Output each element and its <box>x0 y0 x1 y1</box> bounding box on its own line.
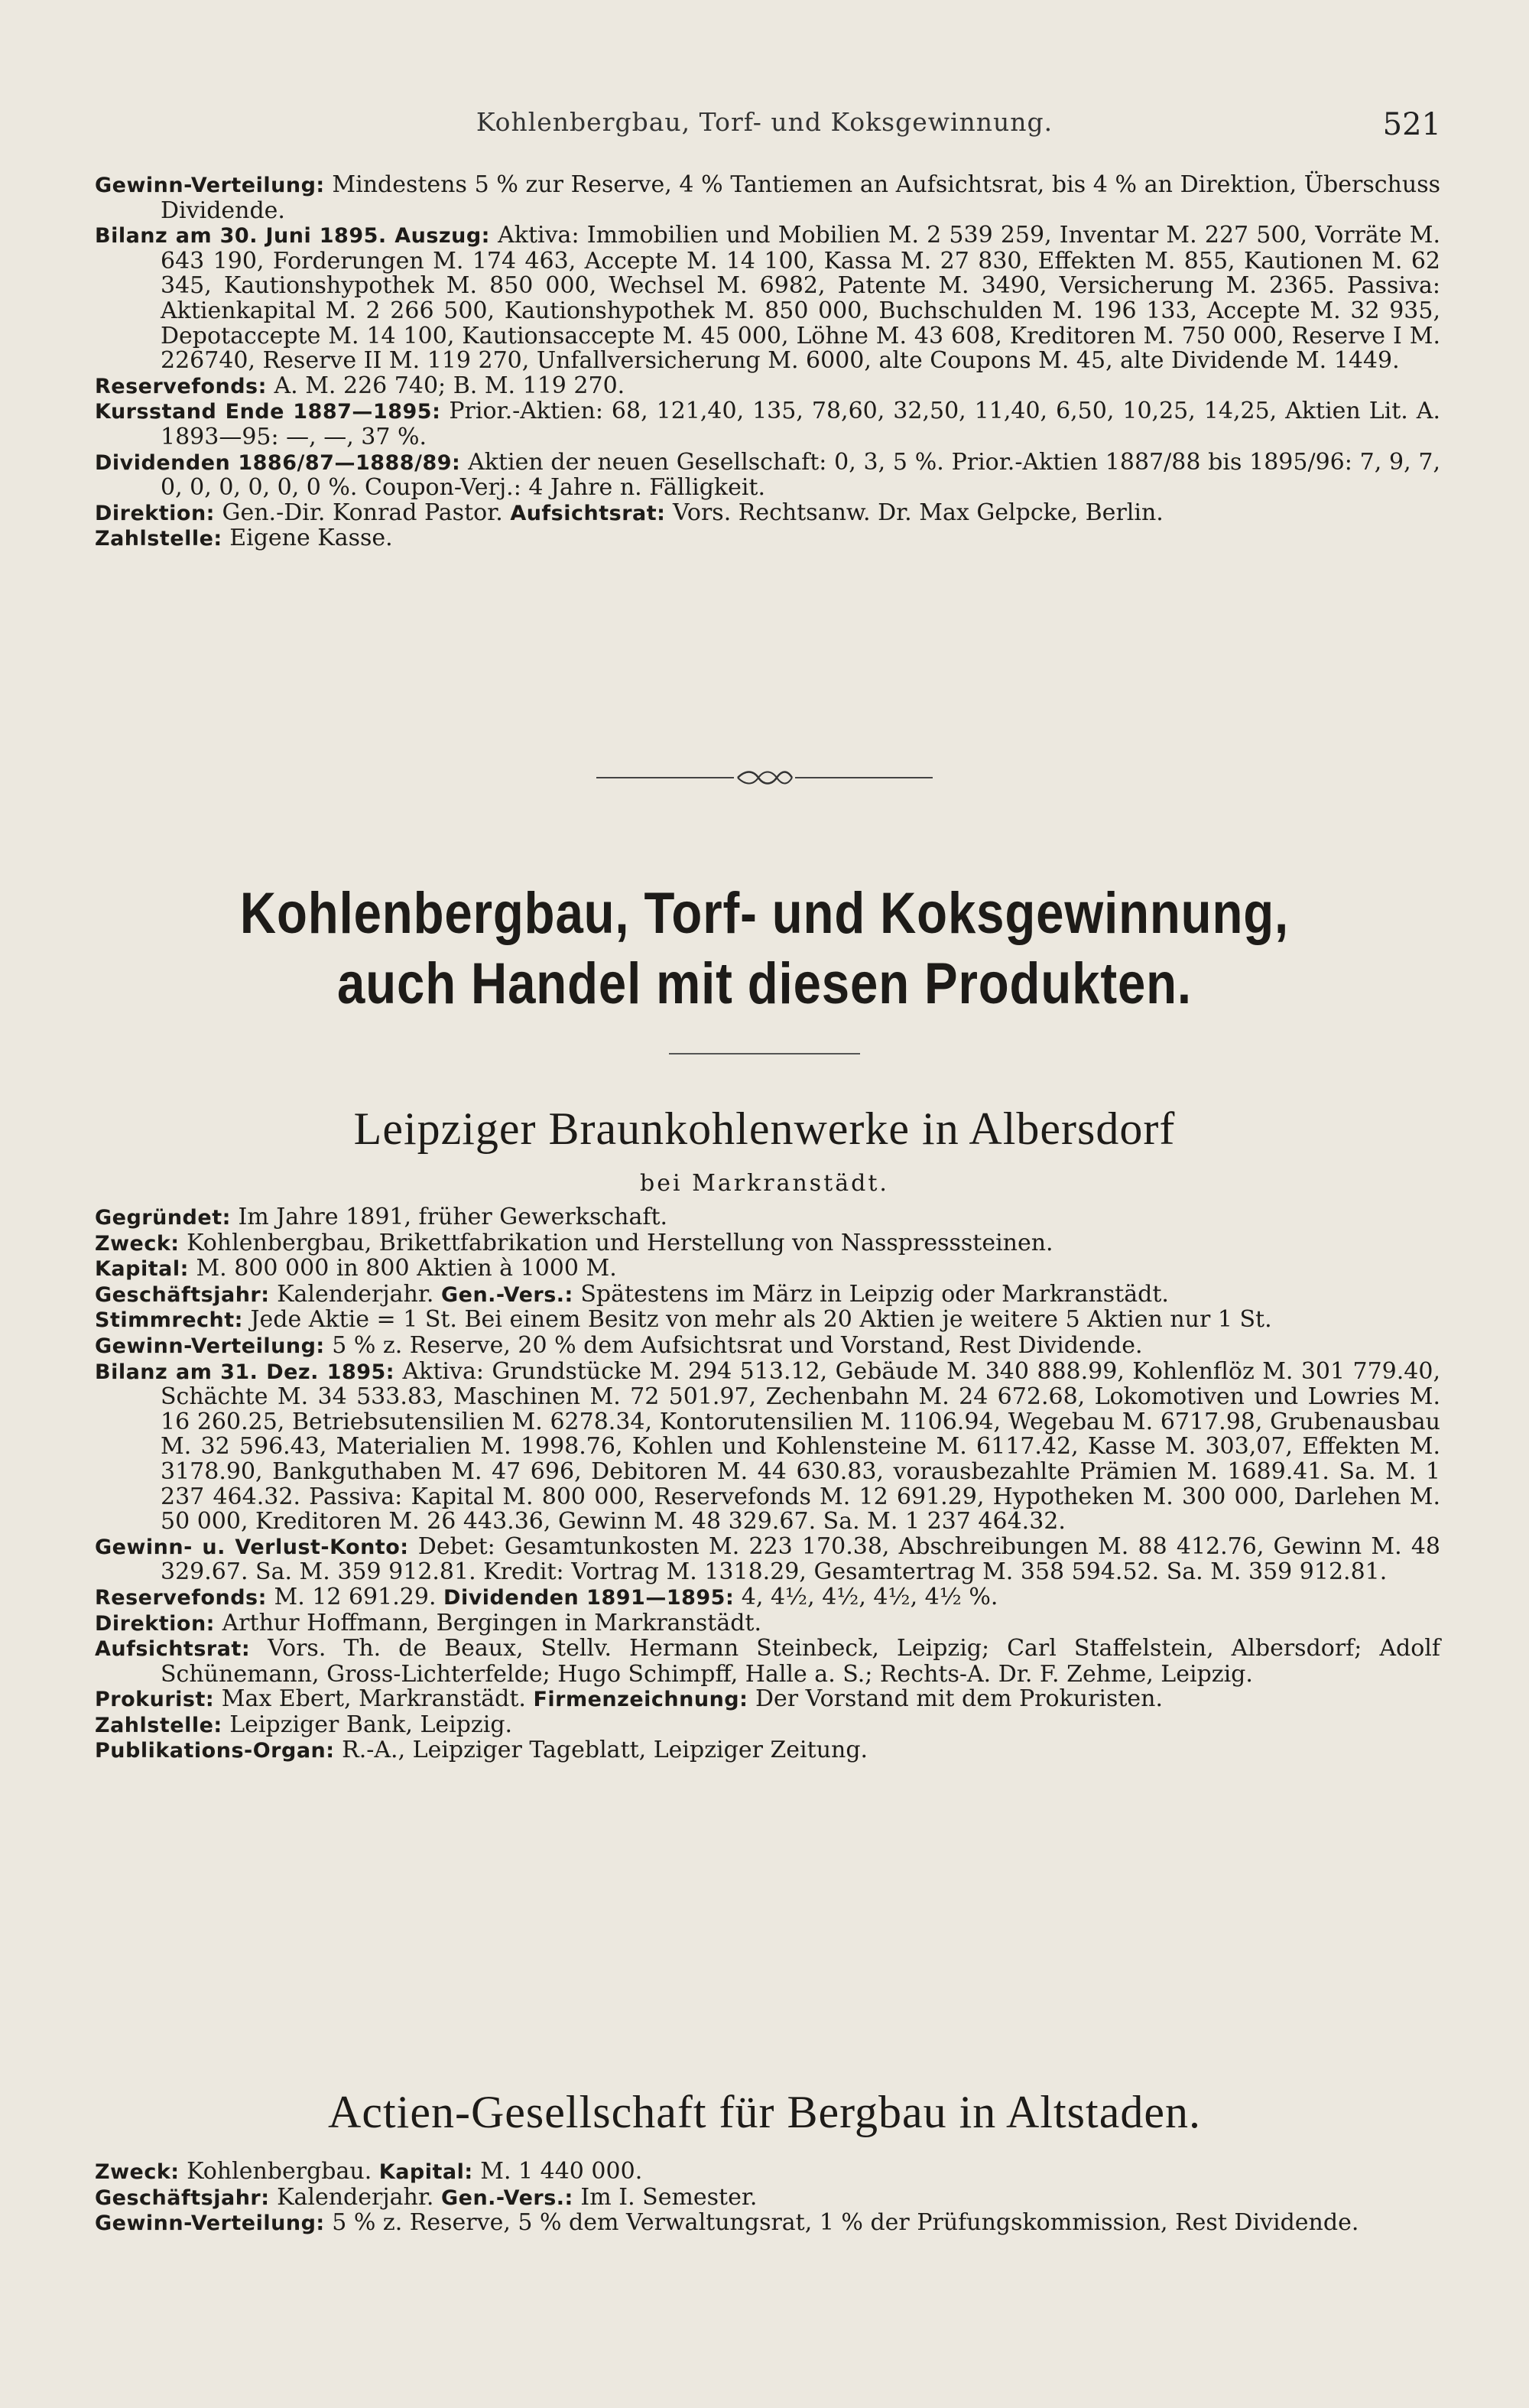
entry-bilanz: Bilanz am 30. Juni 1895. Auszug: Aktiva: Immobilien und Mobilien M. 2 539 259, Inventar M. 227 500, Vorräte M. 643 190, Forderungen M. 174 463, Accepte M. 14 100, Kassa M. 27 830, Effekten M. 855, Kautionen M. 62 345, Kautionshypothek M. 850 000, Wechsel M. 6982, Patente M. 3490, Versicherung M. 2365. Passiva: Aktienkapital M. 2 266 500, Kautionshypothek M. 850 000, Buchschulden M. 196 133, Accepte M. 32 935, Depotaccepte M. 14 100, Kautionsaccepte M. 45 000, Löhne M. 43 608, Kreditoren M. 750 000, Reserve I M. 226740, Reserve II M. 119 270, Unfallversicherung M. 6000, alte Coupons M. 45, alte Dividende M. 1449. <box>95 222 1440 375</box>
entry-direktion: Direktion: Arthur Hoffmann, Bergingen in Markranstädt. <box>95 1609 762 1636</box>
entry-gewinn-verlust-konto: Gewinn- u. Verlust-Konto: Debet: Gesamtunkosten M. 223 170.38, Abschreibungen M. 88 412.76, Gewinn M. 48 329.67. Sa. M. 359 912.81. Kredit: Vortrag M. 1318.29, Gesamtertrag M. 358 594.52. Sa. M. 359 912.81. <box>95 1532 1441 1586</box>
entry-zweck: Zweck: Kohlenbergbau, Brikettfabrikation und Herstellung von Nasspresssteinen. <box>95 1229 1053 1256</box>
section-title-line2: auch Handel mit diesen Produkten. <box>337 951 1192 1016</box>
entry-gegruendet: Gegründet: Im Jahre 1891, früher Gewerkschaft. <box>95 1204 668 1230</box>
section-rule <box>669 1053 860 1055</box>
previous-company-entries <box>95 173 1440 552</box>
entry-direktion: Direktion: Gen.-Dir. Konrad Pastor. Aufsichtsrat: Vors. Rechtsanw. Dr. Max Gelpcke, Berlin. <box>95 499 1164 526</box>
entry-kapital: Kapital: M. 800 000 in 800 Aktien à 1000 M. <box>95 1255 617 1282</box>
leipziger-entries <box>95 1205 1440 1764</box>
entry-bilanz: Bilanz am 31. Dez. 1895: Aktiva: Grundstücke M. 294 513.12, Gebäude M. 340 888.99, Kohlenflöz M. 301 779.40, Schächte M. 34 533.83, Maschinen M. 72 501.97, Zechenbahn M. 24 672.68, Lokomotiven und Lowries M. 16 260.25, Betriebsutensilien M. 6278.34, Kontorutensilien M. 1106.94, Wegebau M. 6717.98, Grubenausbau M. 32 596.43, Materialien M. 1998.76, Kohlen und Kohlensteine M. 6117.42, Kasse M. 303,07, Effekten M. 3178.90, Bankguthaben M. 47 696, Debitoren M. 44 630.83, vorausbezahlte Prämien M. 1689.41. Sa. M. 1 237 464.32. Passiva: Kapital M. 800 000, Reservefonds M. 12 691.29, Hypotheken M. 300 000, Darlehen M. 50 000, Kreditoren M. 26 443.36, Gewinn M. 48 329.67. Sa. M. 1 237 464.32. <box>95 1357 1440 1535</box>
entry-geschaeftsjahr: Geschäftsjahr: Kalenderjahr. Gen.-Vers.: Im I. Semester. <box>95 2183 758 2211</box>
entry-gewinn-verteilung: Gewinn-Verteilung: 5 % z. Reserve, 5 % dem Verwaltungsrat, 1 % der Prüfungskommission, Rest Dividende. <box>95 2209 1359 2237</box>
altstaden-entries <box>95 2159 1440 2237</box>
entry-zahlstelle: Zahlstelle: Leipziger Bank, Leipzig. <box>95 1711 513 1738</box>
entry-kursstand: Kursstand Ende 1887—1895: Prior.-Aktien: 68, 121,40, 135, 78,60, 32,50, 11,40, 6,50, 10,25, 14,25, Aktien Lit. A. 1893—95: —, —, 37 %. <box>95 398 1441 450</box>
company-title-leipziger: Leipziger Braunkohlenwerke in Albersdorf <box>353 1103 1176 1154</box>
entry-gewinn-verteilung: Gewinn-Verteilung: 5 % z. Reserve, 20 % dem Aufsichtsrat und Vorstand, Rest Dividende. <box>95 1331 1143 1359</box>
page-number: 521 <box>1382 107 1441 142</box>
entry-aufsichtsrat: Aufsichtsrat: Vors. Th. de Beaux, Stellv. Hermann Steinbeck, Leipzig; Carl Staffelstein, Albersdorf; Adolf Schünemann, Gross-Lichterfelde; Hugo Schimpff, Halle a. S.; Rechts-A. Dr. F. Zehme, Leipzig. <box>95 1635 1440 1688</box>
entry-zahlstelle: Zahlstelle: Eigene Kasse. <box>95 525 393 552</box>
entry-reservefonds: Reservefonds: A. M. 226 740; B. M. 119 270. <box>95 372 625 399</box>
entry-prokurist: Prokurist: Max Ebert, Markranstädt. Firmenzeichnung: Der Vorstand mit dem Prokuristen. <box>95 1685 1164 1713</box>
entry-geschaeftsjahr: Geschäftsjahr: Kalenderjahr. Gen.-Vers.: Spätestens im März in Leipzig oder Markranstädt. <box>95 1280 1169 1308</box>
company-subtitle: bei Markranstädt. <box>640 1170 889 1197</box>
entry-stimmrecht: Stimmrecht: Jede Aktie = 1 St. Bei einem Besitz von mehr als 20 Aktien je weitere 5 Aktien nur 1 St. <box>95 1306 1272 1334</box>
entry-gewinn-verteilung: Gewinn-Verteilung: Mindestens 5 % zur Reserve, 4 % Tantiemen an Aufsichtsrat, bis 4 % an Direktion, Überschuss Dividende. <box>95 171 1440 224</box>
entry-dividenden: Dividenden 1886/87—1888/89: Aktien der neuen Gesellschaft: 0, 3, 5 %. Prior.-Aktien 1887/88 bis 1895/96: 7, 9, 7, 0, 0, 0, 0, 0, 0 %. Coupon-Verj.: 4 Jahre n. Fälligkeit. <box>95 448 1440 502</box>
company-title-altstaden: Actien-Gesellschaft für Bergbau in Altstaden. <box>328 2087 1201 2137</box>
section-title-line1: Kohlenbergbau, Torf- und Koksgewinnung, <box>239 881 1290 946</box>
running-head: Kohlenbergbau, Torf- und Koksgewinnung. <box>476 107 1053 137</box>
entry-zweck: Zweck: Kohlenbergbau. Kapital: M. 1 440 000. <box>95 2158 643 2185</box>
entry-publikations-organ: Publikations-Organ: R.-A., Leipziger Tageblatt, Leipziger Zeitung. <box>95 1737 868 1764</box>
entry-reservefonds: Reservefonds: M. 12 691.29. Dividenden 1891—1895: 4, 4½, 4½, 4½, 4½ %. <box>95 1583 998 1610</box>
ornament-divider <box>596 769 933 787</box>
